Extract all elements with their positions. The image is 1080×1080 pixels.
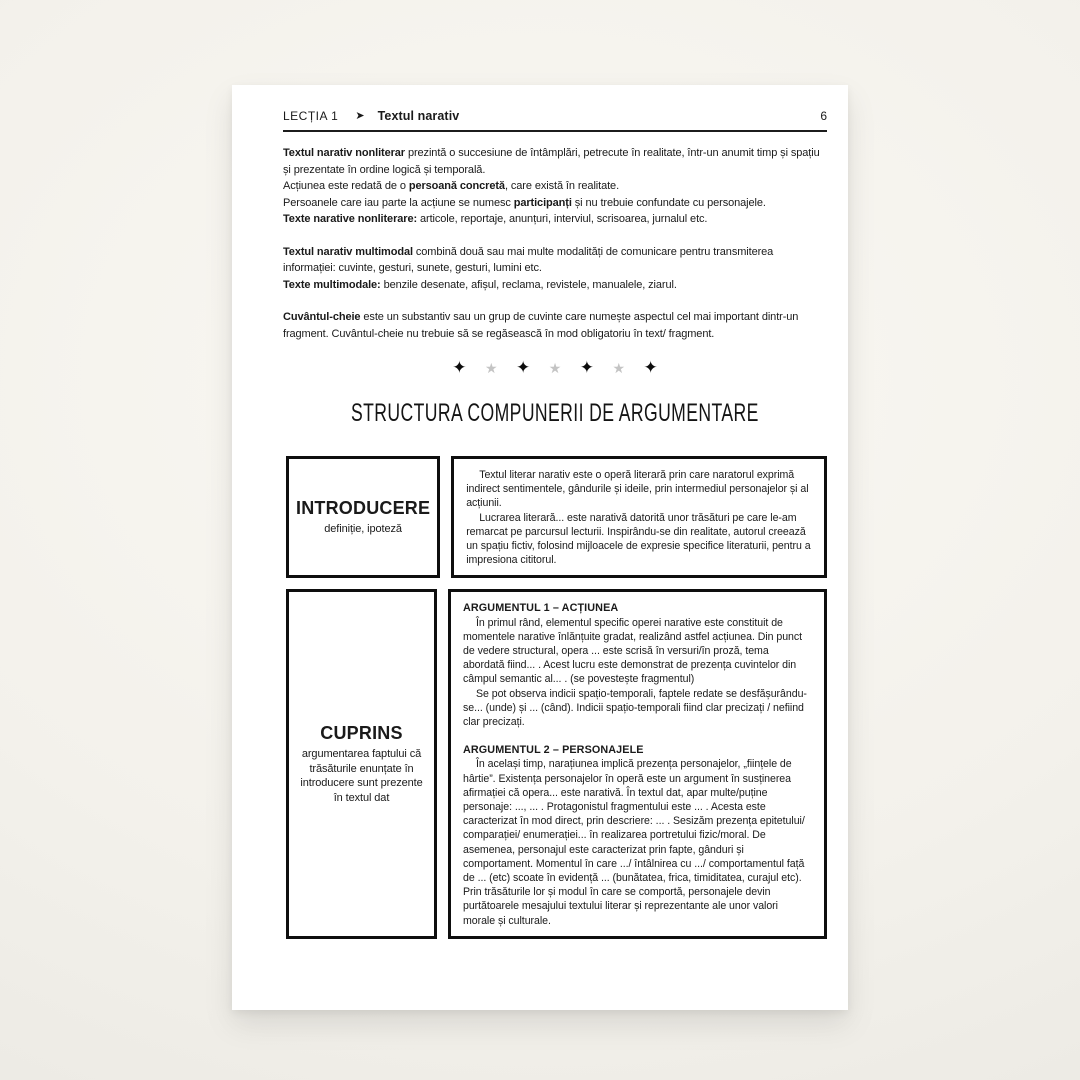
cell-title: CUPRINS xyxy=(320,723,403,744)
header-title: Textul narativ xyxy=(377,109,460,123)
text-flow: Textul narativ multimodal combină două sau mai multe modalități de comunicare pentru transmiterea informației: cuvinte, gesturi, sunete, gesturi, lumini etc. xyxy=(283,245,774,274)
sparkle-icon: ✦ xyxy=(579,358,594,377)
table-paragraph: Textul literar narativ este o operă literară prin care naratorul exprimă indirect sentimentele, gândurile și ideile, prin intermediul personajelor și al acțiunii. xyxy=(466,469,809,510)
table-row-cuprins xyxy=(286,589,827,938)
cell-subtitle: argumentarea faptului că trăsăturile enunțate în introducere sunt prezente în textul dat xyxy=(300,748,423,804)
arrow-right-icon: ➤ xyxy=(355,109,365,122)
page-number: 6 xyxy=(820,109,827,123)
intro-text xyxy=(283,145,827,342)
book-page xyxy=(232,85,848,1010)
text-flow: Persoanele care iau parte la acțiune se numesc participanți și nu trebuie confundate cu personajele. xyxy=(283,196,766,209)
argument-2-heading: ARGUMENTUL 2 – PERSONAJELE xyxy=(463,744,644,757)
sparkle-icon: ✦ xyxy=(452,358,467,377)
text-flow: Cuvântul-cheie este un substantiv sau un grup de cuvinte care numește aspectul cel mai important dintr-un fragment. Cuvântul-cheie nu trebuie să se regăsească în mod obligatoriu în text/ fragment. xyxy=(283,311,799,340)
sparkle-icon: ✦ xyxy=(516,358,531,377)
text-flow: Textul narativ nonliterar prezintă o succesiune de întâmplări, petrecute în realitate, într-un anumit timp și spațiu și prezentate în ordine logică și temporală. xyxy=(283,147,820,176)
section-title xyxy=(283,391,827,428)
text-flow: Texte multimodale: benzile desenate, afișul, reclama, revistele, manualele, ziarul. xyxy=(283,278,677,291)
cell-cuprins xyxy=(286,589,437,938)
page-header xyxy=(283,109,827,123)
table-paragraph: Se pot observa indicii spațio-temporali, faptele redate se desfășurându-se... (unde) și ... (când). Indicii spațio-temporali fiind clar precizați / nefiind clar precizați. xyxy=(463,687,807,729)
star-icon: ★ xyxy=(612,359,625,376)
paragraph-block-cuvant-cheie xyxy=(283,309,827,342)
star-icon: ★ xyxy=(485,359,498,376)
table-paragraph: În același timp, narațiunea implică prezența personajelor, „ființele de hârtie”. Existența personajelor în operă este un argument în susținerea afirmației că opera... este narativă. În textul dat, apar multe/puține personaje: ..., ... . Protagonistul fragmentului este ... . Acesta este caracterizat în mod direct, prin descriere: ... . Sesizăm prezența epitetului/ comparației/ enumerației... în realizarea portretului fizic/moral. De asemenea, personajul este caracterizat prin fapte, gânduri și comportament. Momentul în care .../ întâlnirea cu .../ comportamentul față de ... (etc) scoate în evidență ... (bunătatea, frica, timiditatea, curajul etc). Prin trăsăturile lor și modul în care se comportă, personajele devin purtătoarele mesajului textului literar și reprezentante ale unor valori morale și culturale. xyxy=(463,758,805,927)
cell-title: INTRODUCERE xyxy=(296,497,431,518)
cell-cuprins-content xyxy=(448,589,827,938)
section-title-text: STRUCTURA COMPUNERII DE ARGUMENTARE xyxy=(351,398,759,427)
table-row-introducere xyxy=(286,456,827,578)
paragraph-block-multimodal xyxy=(283,244,827,294)
text-flow: Acțiunea este redată de o persoană concretă, care există în realitate. xyxy=(283,180,620,192)
header-rule xyxy=(283,130,827,132)
lesson-label: LECȚIA 1 xyxy=(283,109,339,123)
stars-divider xyxy=(283,358,827,378)
text-flow: Texte narative nonliterare: articole, reportaje, anunțuri, interviul, scrisoarea, jurnalul etc. xyxy=(283,213,708,225)
cell-subtitle: definiție, ipoteză xyxy=(324,522,402,535)
cell-introducere-content xyxy=(451,456,827,578)
sparkle-icon: ✦ xyxy=(643,358,658,377)
structure-table xyxy=(286,456,827,939)
argument-1-heading: ARGUMENTUL 1 – ACȚIUNEA xyxy=(463,602,619,615)
star-icon: ★ xyxy=(548,359,562,376)
paragraph-block-nonliterar xyxy=(283,145,827,228)
table-paragraph: Lucrarea literară... este narativă datorită unor trăsături pe care le-am remarcat pe parcursul lecturii. Inspirându-se din realitate, autorul creează un spațiu fictiv, folosind mijloacele de expresie specifice literaturii, pentru a impresiona cititorul. xyxy=(466,511,811,567)
cell-introducere xyxy=(286,456,440,578)
table-paragraph: În primul rând, elementul specific operei narative este constituit de momentele narative înlănțuite gradat, realizând astfel acțiunea. Din punct de vedere structural, opera ... este scrisă în versuri/în proză, tema abordată fiind... . Acest lucru este demonstrat de prezența cuvintelor din câmpul semantic al... . (se povestește fragmentul) xyxy=(463,616,803,686)
